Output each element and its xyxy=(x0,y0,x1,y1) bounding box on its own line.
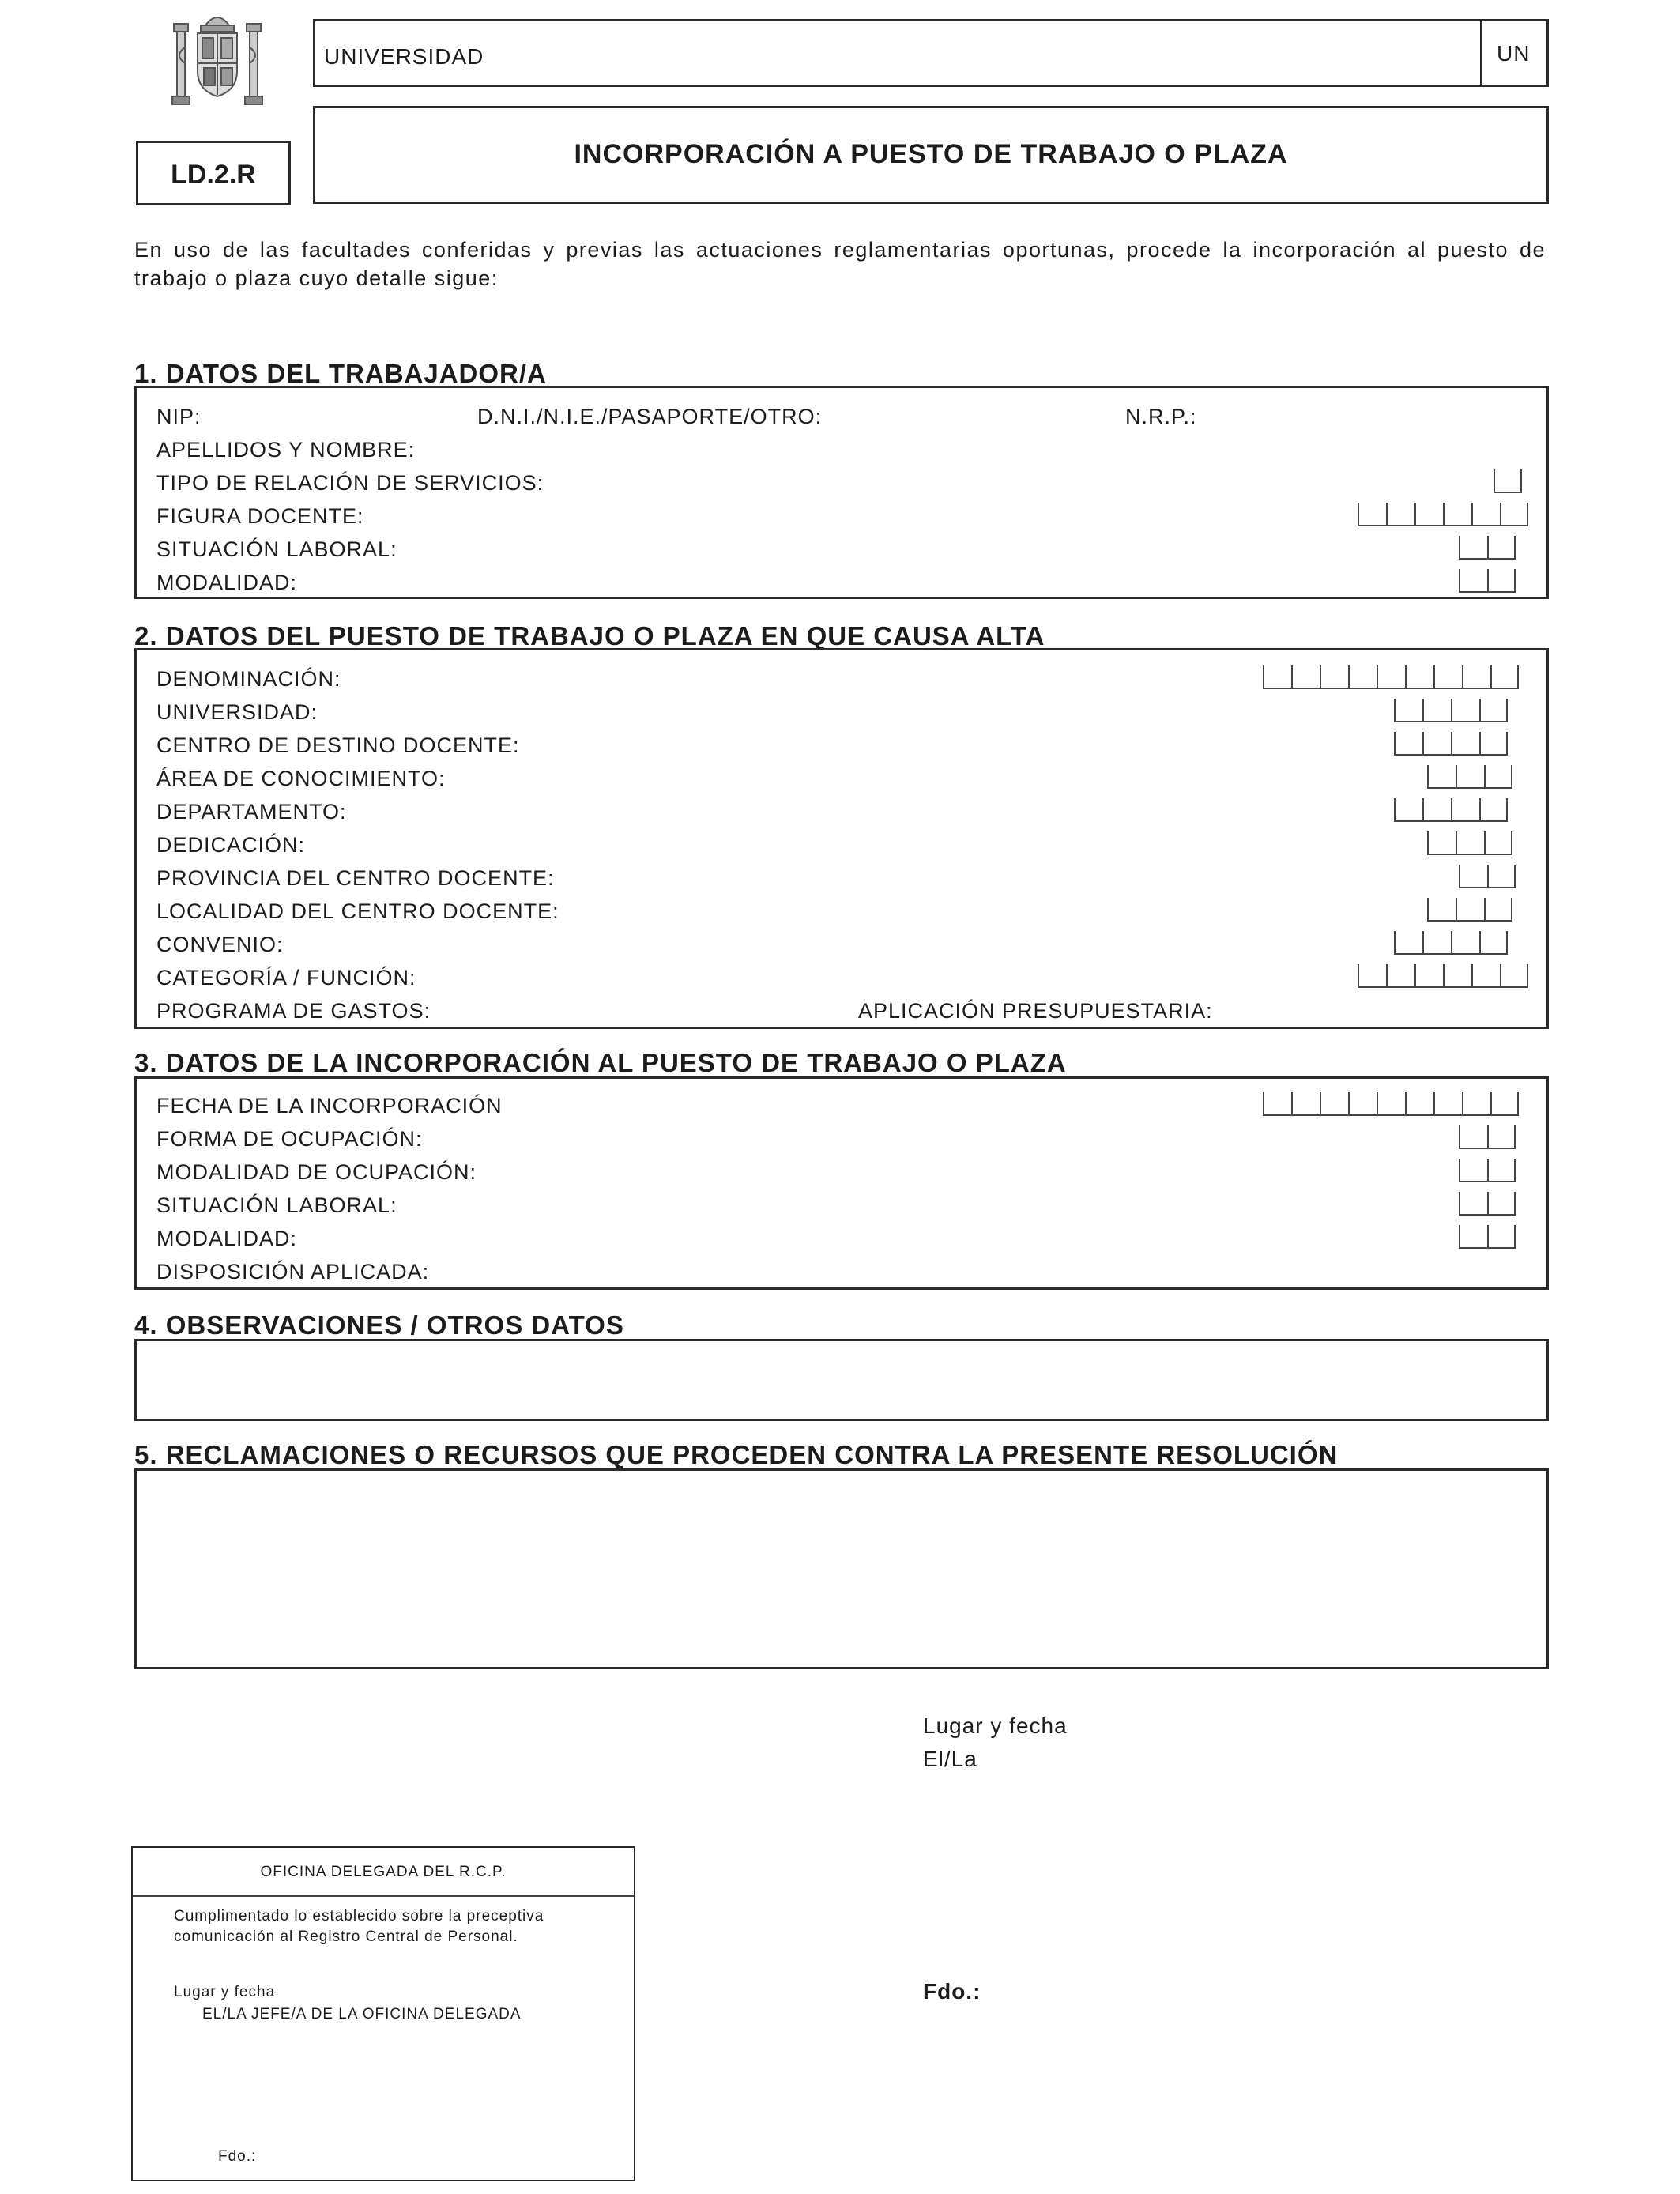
modalidad-label: MODALIDAD: xyxy=(156,571,298,594)
disposicion-aplicada-label: DISPOSICIÓN APLICADA: xyxy=(156,1260,430,1284)
reclamaciones-field[interactable] xyxy=(134,1468,1549,1669)
modalidad-ocupacion-label: MODALIDAD DE OCUPACIÓN: xyxy=(156,1160,477,1184)
fecha-incorporacion-cells[interactable] xyxy=(1263,1092,1519,1116)
denominacion-cells[interactable] xyxy=(1263,665,1519,689)
localidad-label: LOCALIDAD DEL CENTRO DOCENTE: xyxy=(156,899,559,923)
provincia-cells[interactable] xyxy=(1459,865,1516,888)
universidad-cells[interactable] xyxy=(1394,699,1508,722)
situacion-laboral-label: SITUACIÓN LABORAL: xyxy=(156,537,397,561)
localidad-cells[interactable] xyxy=(1427,898,1512,922)
provincia-label: PROVINCIA DEL CENTRO DOCENTE: xyxy=(156,866,555,890)
dni-label: D.N.I./N.I.E./PASAPORTE/OTRO: xyxy=(477,405,823,428)
situacion-laboral-3-label: SITUACIÓN LABORAL: xyxy=(156,1193,397,1217)
page-title: INCORPORACIÓN A PUESTO DE TRABAJO O PLAZA xyxy=(574,139,1288,169)
rcp-line2: comunicación al Registro Central de Personal. xyxy=(174,1928,518,1945)
dedicacion-label: DEDICACIÓN: xyxy=(156,833,306,857)
figura-docente-label: FIGURA DOCENTE: xyxy=(156,504,364,528)
el-la-label: El/La xyxy=(923,1747,977,1771)
forma-ocupacion-cells[interactable] xyxy=(1459,1125,1516,1149)
university-label: UNIVERSIDAD xyxy=(324,44,484,69)
denominacion-label: DENOMINACIÓN: xyxy=(156,667,341,691)
lugar-fecha-label: Lugar y fecha xyxy=(923,1713,1068,1738)
situacion-laboral-cells[interactable] xyxy=(1459,536,1516,560)
rcp-jefe: EL/LA JEFE/A DE LA OFICINA DELEGADA xyxy=(202,2006,522,2022)
apellidos-label: APELLIDOS Y NOMBRE: xyxy=(156,438,416,462)
university-code: UN xyxy=(1497,41,1531,66)
categoria-cells[interactable] xyxy=(1358,964,1528,988)
tipo-relacion-label: TIPO DE RELACIÓN DE SERVICIOS: xyxy=(156,471,544,495)
nip-label: NIP: xyxy=(156,405,202,428)
dedicacion-cells[interactable] xyxy=(1427,831,1512,855)
modalidad-3-cells[interactable] xyxy=(1459,1225,1516,1249)
section1-title: 1. DATOS DEL TRABAJADOR/A xyxy=(134,359,547,388)
modalidad-ocupacion-cells[interactable] xyxy=(1459,1159,1516,1182)
rcp-fdo: Fdo.: xyxy=(218,2148,257,2165)
convenio-cells[interactable] xyxy=(1394,931,1508,955)
centro-destino-label: CENTRO DE DESTINO DOCENTE: xyxy=(156,733,520,757)
university-box xyxy=(313,19,1549,87)
modalidad-cells[interactable] xyxy=(1459,569,1516,593)
area-conocimiento-cells[interactable] xyxy=(1427,765,1512,789)
tipo-relacion-cells[interactable] xyxy=(1494,469,1522,493)
area-conocimiento-label: ÁREA DE CONOCIMIENTO: xyxy=(156,767,446,790)
section5-title: 5. RECLAMACIONES O RECURSOS QUE PROCEDEN CONTRA LA PRESENTE RESOLUCIÓN xyxy=(134,1440,1339,1469)
university-code-divider xyxy=(1480,19,1482,87)
form-code: LD.2.R xyxy=(171,160,256,190)
fecha-incorporacion-label: FECHA DE LA INCORPORACIÓN xyxy=(156,1094,503,1118)
observaciones-field[interactable] xyxy=(134,1339,1549,1421)
coat-of-arms-icon xyxy=(166,8,269,109)
departamento-cells[interactable] xyxy=(1394,798,1508,822)
intro-text: En uso de las facultades conferidas y previas las actuaciones reglamentarias oportunas, procede la incorporación al puesto de trabajo o plaza cuyo detalle sigue: xyxy=(134,238,1546,290)
departamento-label: DEPARTAMENTO: xyxy=(156,800,347,824)
section4-title: 4. OBSERVACIONES / OTROS DATOS xyxy=(134,1310,624,1340)
centro-destino-cells[interactable] xyxy=(1394,732,1508,756)
rcp-divider xyxy=(133,1895,634,1897)
situacion-laboral-3-cells[interactable] xyxy=(1459,1192,1516,1216)
section2-title: 2. DATOS DEL PUESTO DE TRABAJO O PLAZA EN QUE CAUSA ALTA xyxy=(134,621,1045,650)
universidad-label: UNIVERSIDAD: xyxy=(156,700,318,724)
section3-title: 3. DATOS DE LA INCORPORACIÓN AL PUESTO DE TRABAJO O PLAZA xyxy=(134,1048,1067,1077)
convenio-label: CONVENIO: xyxy=(156,933,284,956)
rcp-line1: Cumplimentado lo establecido sobre la preceptiva xyxy=(174,1908,544,1924)
programa-gastos-label: PROGRAMA DE GASTOS: xyxy=(156,999,431,1023)
categoria-label: CATEGORÍA / FUNCIÓN: xyxy=(156,966,416,990)
rcp-title: OFICINA DELEGADA DEL R.C.P. xyxy=(260,1864,507,1880)
fdo-label: Fdo.: xyxy=(923,1979,981,2004)
figura-docente-cells[interactable] xyxy=(1358,503,1528,526)
aplicacion-presupuestaria-label: APLICACIÓN PRESUPUESTARIA: xyxy=(858,999,1213,1023)
nrp-label: N.R.P.: xyxy=(1125,405,1197,428)
rcp-lugar-fecha: Lugar y fecha xyxy=(174,1984,276,2000)
forma-ocupacion-label: FORMA DE OCUPACIÓN: xyxy=(156,1127,423,1151)
modalidad-3-label: MODALIDAD: xyxy=(156,1227,298,1250)
